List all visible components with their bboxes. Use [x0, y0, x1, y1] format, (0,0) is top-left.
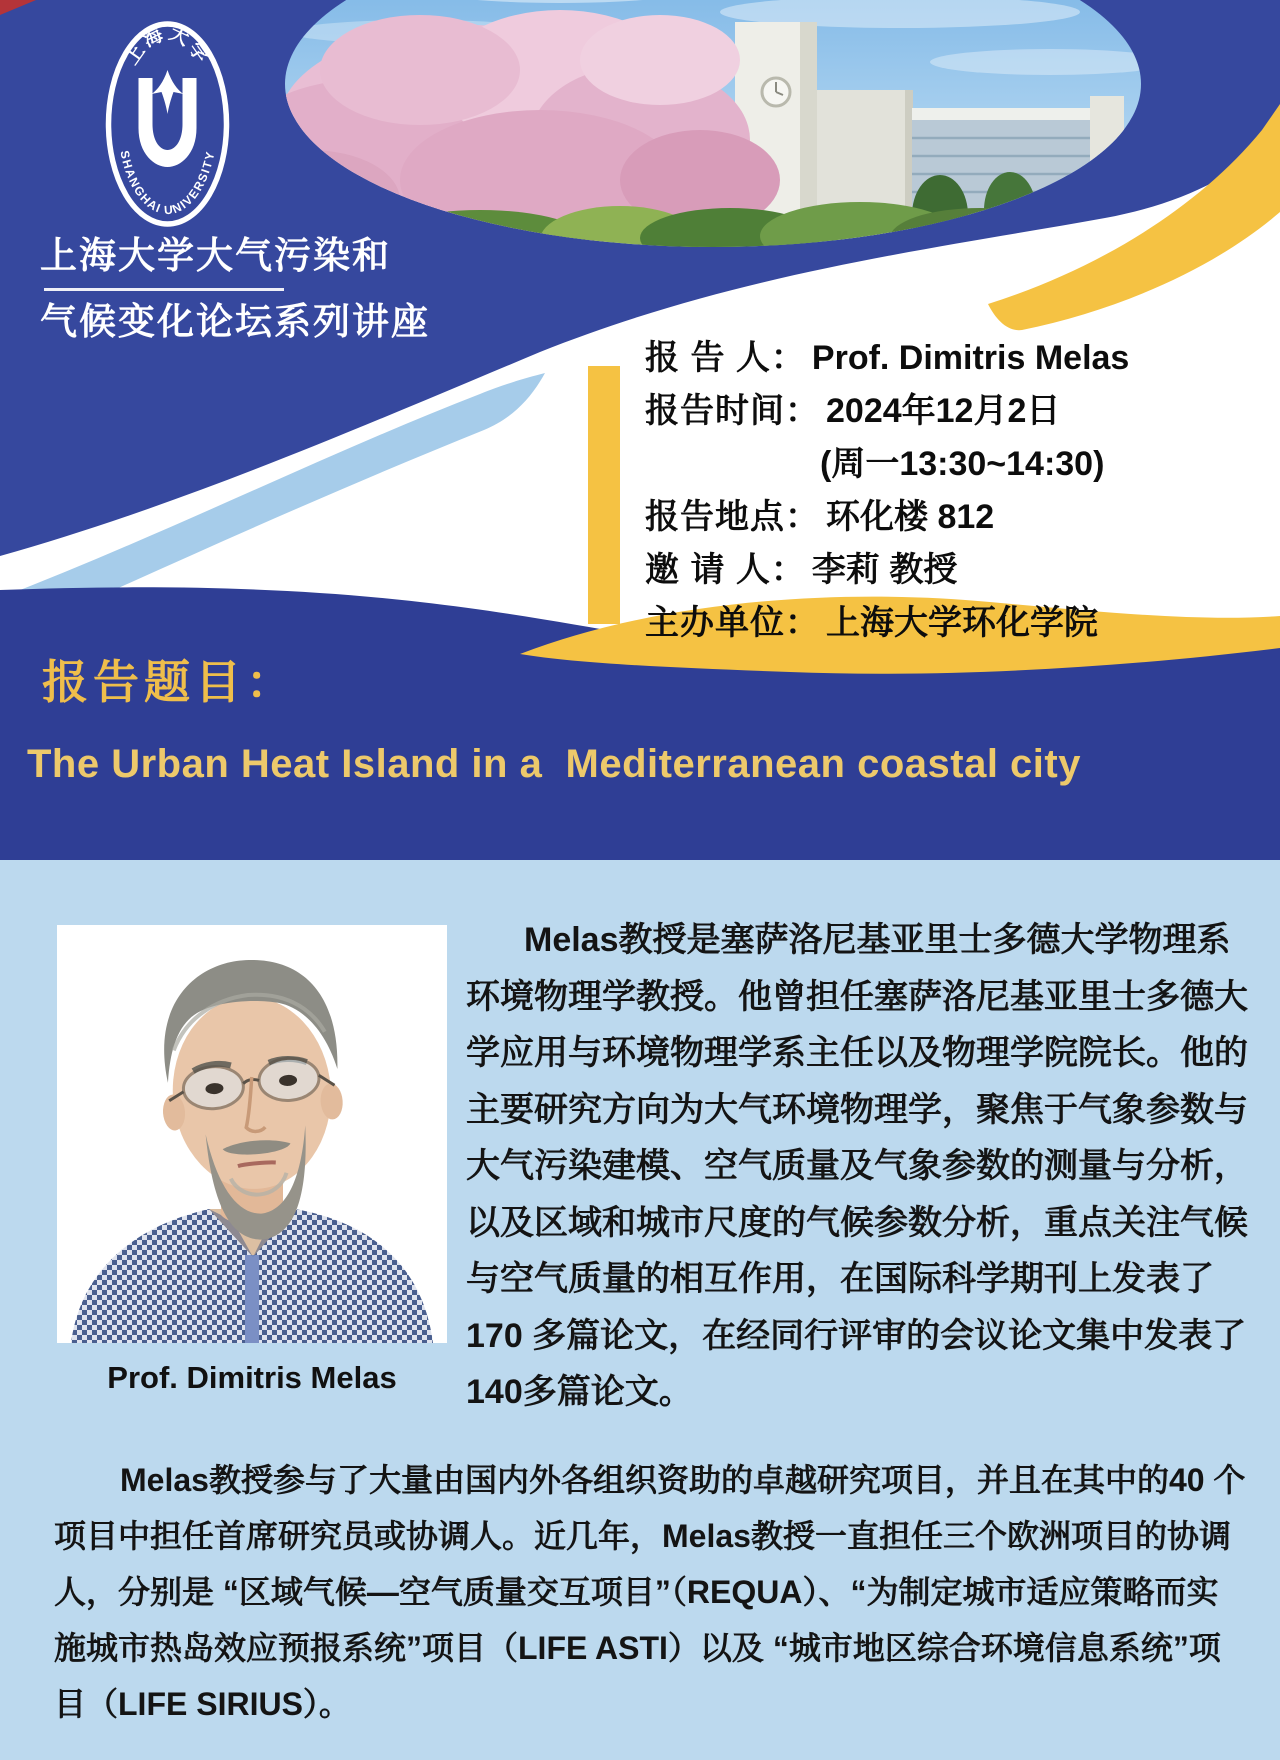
info-row-inviter — [645, 544, 1245, 597]
info-label: 报 告 人： — [645, 339, 806, 377]
projects-line: 人，分别是 “区域气候—空气质量交互项目”（REQUA）、“为制定城市适应策略而实 — [54, 1574, 1219, 1610]
report-title: The Urban Heat Island in a Mediterranean coastal city — [27, 742, 1081, 786]
projects-line: 施城市热岛效应预报系统”项目（LIFE ASTI）以及 “城市地区综合环境信息系统”项 — [54, 1630, 1221, 1666]
bio-line: Melas教授是塞萨洛尼基亚里士多德大学物理系 — [524, 921, 1231, 959]
series-title-line2: 气候变化论坛系列讲座 — [40, 301, 430, 342]
speaker-bio — [466, 912, 1256, 1421]
info-label: 主办单位： — [645, 604, 820, 642]
projects-line: 目（LIFE SIRIUS）。 — [54, 1686, 351, 1722]
info-row-speaker — [645, 332, 1245, 385]
info-value: 环化楼 812 — [826, 498, 995, 536]
info-row-host — [645, 597, 1245, 650]
bio-line: 大气污染建模、空气质量及气象参数的测量与分析， — [466, 1147, 1248, 1185]
info-time-note: (周一13:30~14:30) — [820, 445, 1105, 483]
series-title-divider — [44, 288, 284, 291]
lecture-info-block — [645, 332, 1245, 650]
info-label: 报告地点： — [645, 498, 820, 536]
info-value: 李莉 教授 — [811, 551, 958, 589]
yellow-vertical-bar — [588, 366, 620, 624]
series-title-line1: 上海大学大气污染和 — [40, 235, 391, 276]
report-title-label: 报告题目： — [42, 656, 297, 708]
bio-line: 140多篇论文。 — [466, 1373, 693, 1411]
info-value: Prof. Dimitris Melas — [811, 339, 1130, 377]
info-label: 邀 请 人： — [645, 551, 806, 589]
bio-line: 与空气质量的相互作用，在国际科学期刊上发表了 — [466, 1260, 1214, 1298]
info-value: 上海大学环化学院 — [826, 604, 1098, 642]
bio-line: 环境物理学教授。他曾担任塞萨洛尼基亚里士多德大 — [466, 977, 1248, 1016]
projects-paragraph — [54, 1452, 1244, 1732]
projects-line: Melas教授参与了大量由国内外各组织资助的卓越研究项目，并且在其中的40 个 — [120, 1462, 1246, 1498]
logo-bottom-text: SHANGHAI UNIVERSITY — [117, 149, 218, 218]
shanghai-university-logo — [100, 18, 236, 232]
speaker-caption: Prof. Dimitris Melas — [107, 1360, 397, 1395]
info-row-location — [645, 491, 1245, 544]
bio-line: 以及区域和城市尺度的气候参数分析，重点关注气候 — [466, 1203, 1248, 1242]
logo-u-emblem — [139, 70, 197, 167]
series-title — [40, 230, 430, 348]
info-row-time — [645, 385, 1245, 438]
info-value: 2024年12月2日 — [826, 392, 1061, 430]
info-label: 报告时间： — [645, 392, 820, 430]
speaker-photo — [57, 925, 447, 1343]
bio-line: 学应用与环境物理学系主任以及物理学院院长。他的 — [466, 1034, 1248, 1072]
bio-line: 170 多篇论文，在经同行评审的会议论文集中发表了 — [466, 1316, 1247, 1355]
logo-top-text: 上海大学 — [121, 23, 214, 69]
bio-line: 主要研究方向为大气环境物理学，聚焦于气象参数与 — [466, 1090, 1248, 1129]
projects-line: 项目中担任首席研究员或协调人。近几年，Melas教授一直担任三个欧洲项目的协调 — [54, 1518, 1231, 1554]
